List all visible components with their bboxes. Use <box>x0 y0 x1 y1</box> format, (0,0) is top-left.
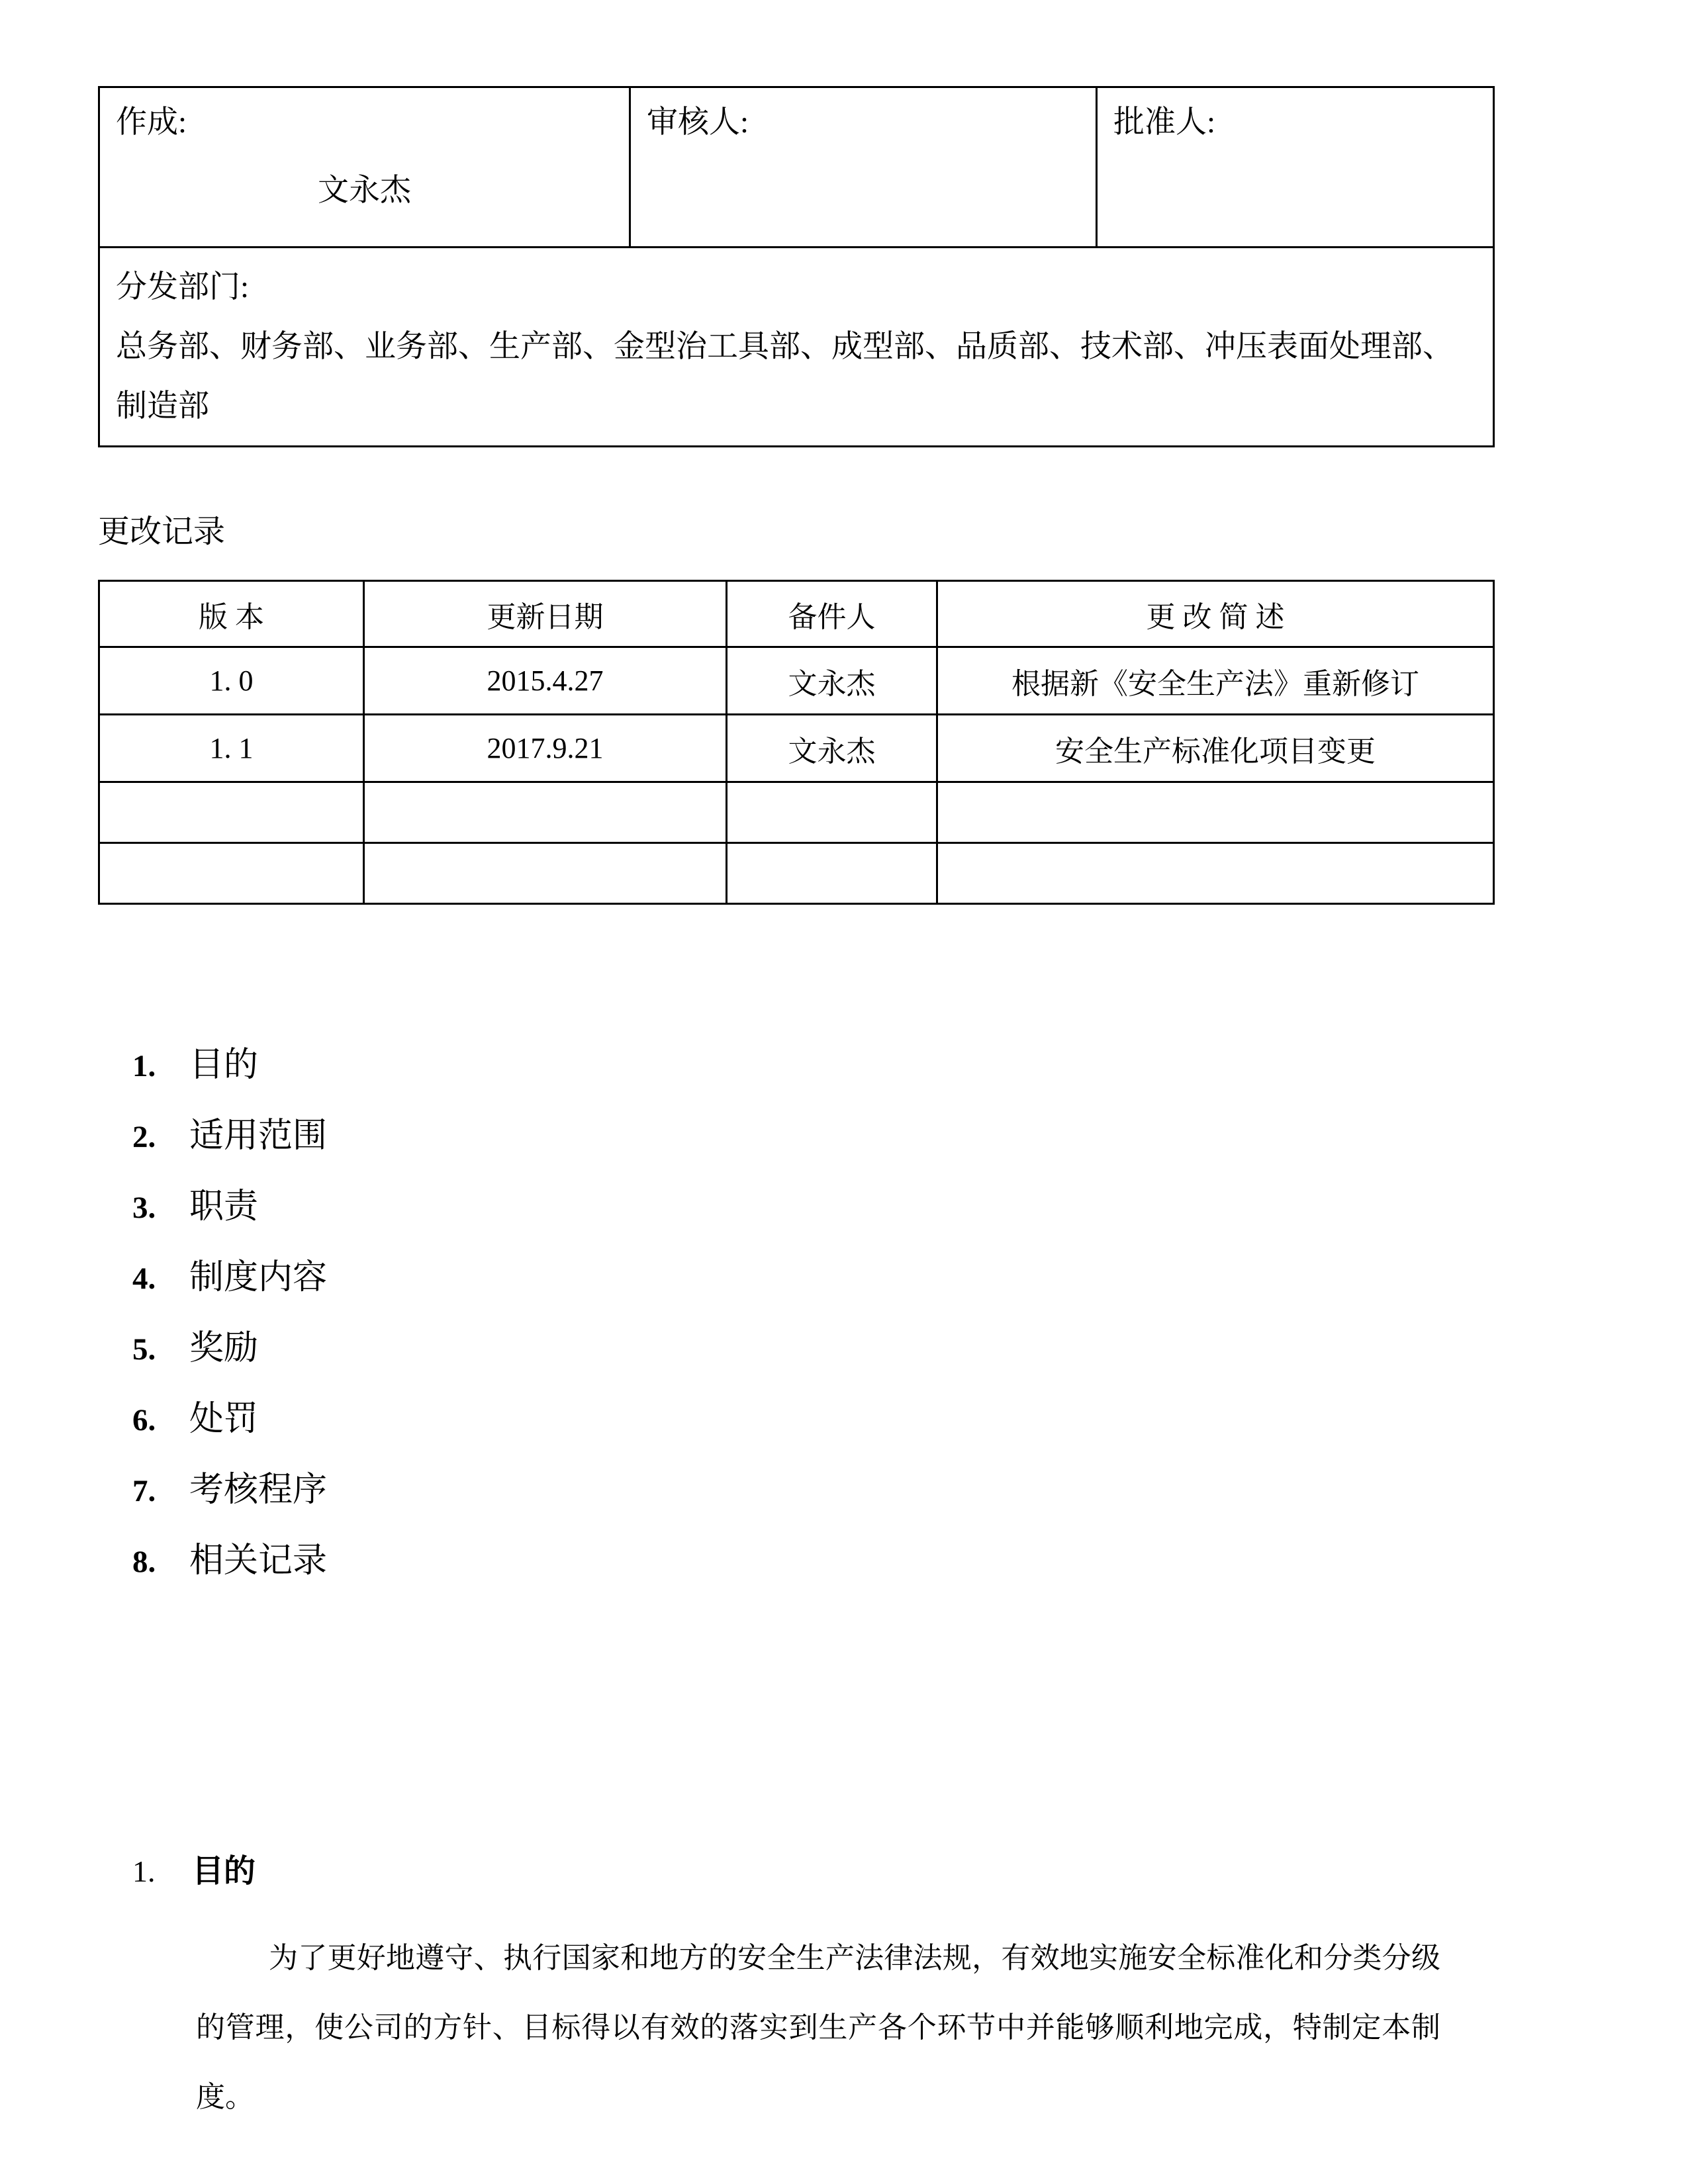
cell-version: 1. 0 <box>99 647 364 715</box>
toc-item-number: 5. <box>132 1332 156 1367</box>
cell-preparer <box>727 782 937 843</box>
cell-preparer: 文永杰 <box>727 715 937 782</box>
page-content <box>98 0 1493 2132</box>
cell-update-date <box>364 782 727 843</box>
toc-item-label: 适用范围 <box>189 1117 328 1155</box>
approval-row <box>99 87 1494 248</box>
cell-version <box>99 843 364 904</box>
toc-item-label: 相关记录 <box>189 1542 328 1580</box>
section1-number: 1. <box>132 1854 156 1888</box>
cell-version: 1. 1 <box>99 715 364 782</box>
cell-preparer: 文永杰 <box>727 647 937 715</box>
cell-update-date: 2017.9.21 <box>364 715 727 782</box>
reviewer-label: 审核人: <box>647 105 749 140</box>
cell-change-summary: 根据新《安全生产法》重新修订 <box>937 647 1494 715</box>
approver-label: 批准人: <box>1113 105 1216 140</box>
toc-item-scope <box>98 1101 1493 1172</box>
change-record-header-row <box>99 581 1494 647</box>
cell-update-date <box>364 843 727 904</box>
toc-item-label: 目的 <box>189 1046 259 1084</box>
table-row-empty <box>99 782 1494 843</box>
cell-update-date: 2015.4.27 <box>364 647 727 715</box>
toc-item-number: 7. <box>132 1474 156 1508</box>
header-change-summary: 更 改 简 述 <box>937 581 1494 647</box>
section1-heading <box>98 1852 1493 1891</box>
toc-item-purpose <box>98 1030 1493 1101</box>
table-row <box>99 647 1494 715</box>
cell-preparer <box>727 843 937 904</box>
toc-item-responsibility <box>98 1172 1493 1243</box>
header-preparer: 备件人 <box>727 581 937 647</box>
author-cell <box>99 87 630 248</box>
toc-item-label: 制度内容 <box>189 1259 328 1297</box>
approver-cell <box>1097 87 1494 248</box>
table-row <box>99 715 1494 782</box>
toc-item-label: 职责 <box>189 1188 259 1226</box>
distribution-label: 分发部门: <box>116 270 250 304</box>
header-update-date: 更新日期 <box>364 581 727 647</box>
approval-table <box>98 86 1495 447</box>
cell-change-summary: 安全生产标准化项目变更 <box>937 715 1494 782</box>
toc-list <box>98 1030 1493 1597</box>
cell-version <box>99 782 364 843</box>
toc-item-number: 4. <box>132 1261 156 1296</box>
distribution-row <box>99 248 1494 447</box>
section1-title: 目的 <box>192 1854 256 1889</box>
author-name: 文永杰 <box>318 173 411 208</box>
toc-item-reward <box>98 1314 1493 1385</box>
reviewer-cell <box>630 87 1097 248</box>
toc-item-label: 处罚 <box>189 1400 259 1438</box>
toc-item-label: 奖励 <box>189 1330 259 1367</box>
toc-item-number: 3. <box>132 1191 156 1225</box>
cell-change-summary <box>937 782 1494 843</box>
author-label: 作成: <box>116 105 187 140</box>
toc-item-system-content <box>98 1243 1493 1314</box>
section1-paragraph: 为了更好地遵守、执行国家和地方的安全生产法律法规，有效地实施安全标准化和分类分级的管理，使公司的方针、目标得以有效的落实到生产各个环节中并能够顺利地完成，特制定本制度。 <box>196 1942 1440 2113</box>
toc-item-label: 考核程序 <box>189 1471 328 1509</box>
distribution-departments-line1: 总务部、财务部、业务部、生产部、金型治工具部、成型部、品质部、技术部、冲压表面处理部、 <box>116 330 1454 364</box>
distribution-departments-line2: 制造部 <box>116 389 209 424</box>
cell-change-summary <box>937 843 1494 904</box>
toc-item-related-records <box>98 1526 1493 1597</box>
toc-item-assessment-procedure <box>98 1455 1493 1526</box>
table-row-empty <box>99 843 1494 904</box>
change-record-table <box>98 580 1495 905</box>
toc-item-number: 6. <box>132 1403 156 1437</box>
header-version: 版 本 <box>99 581 364 647</box>
distribution-cell <box>99 248 1494 447</box>
toc-item-number: 8. <box>132 1545 156 1579</box>
change-record-title: 更改记录 <box>98 514 226 549</box>
toc-item-number: 1. <box>132 1049 156 1083</box>
toc-item-punishment <box>98 1385 1493 1455</box>
toc-item-number: 2. <box>132 1120 156 1154</box>
